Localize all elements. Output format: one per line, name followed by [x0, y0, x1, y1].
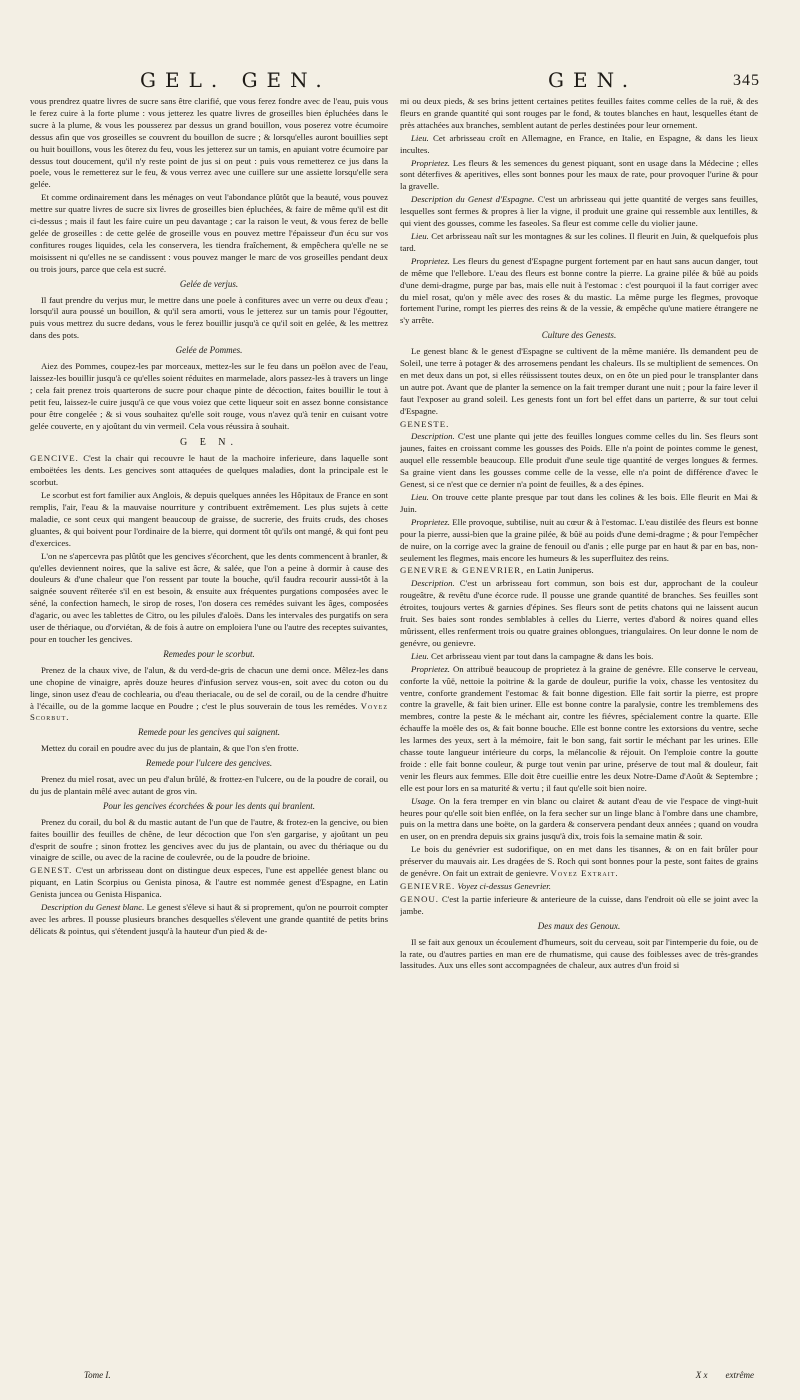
paragraph: Prenez du corail, du bol & du mastic autant de l'un que de l'autre, & frotez-en la gencive, ou bien faites bouillir des feuilles de chêne, de leur décoction que l'on s'en gargarise, y ajoûtant un peu d'esprit de soufre ; sinon frottez les gencives avec du jus de plantain, ou avec du thériaque ou du vinaigre de scille, ou avec de la racine de coulevrée, ou de la poudre de brioine.: [30, 816, 388, 863]
entry-text: Les fleurs du genest d'Espagne purgent fortement par en haut sans aucun danger, tout de même que l'ellebore. L'eau des fleurs est bonne contre la pierre. La graine pilée & bûë au poids d'une demi-dragme, purge par bas, mais elle nuit à l'estomac : c'est pourquoi il la faut corriger avec du miel rosat, qu'on y mêle avec des roses & du mastic. La même purge les flegmes, provoque fortement l'urine, rompt les pierres des reins & de la vessie, & empêche qu'une matiere étrangere ne s'y arrête.: [400, 255, 758, 326]
footer-volume: Tome I.: [84, 1370, 111, 1380]
signature-mark: X x: [695, 1370, 708, 1380]
headword: GENCIVE.: [30, 453, 79, 464]
paragraph: [400, 796, 758, 844]
paragraph: Il se fait aux genoux un écoulement d'humeurs, soit du cerveau, soit par l'intemperie du foie, ou de la rate, ou d'autres parties en man ere de rhumatisme, qui cause des foiblesses avec de très-grandes lassitudes. Aux uns elles sont accompagnées de chaleur, aux autres d'un froid si: [400, 936, 758, 971]
entry-text: On attribuë beaucoup de proprietez à la graine de genévre. Elle conserve le cerveau, conforte la vûë, nettoie la poitrine & la garde de douleur, purifie la voix, chasse les ventositez du ventre, conforte grandement l'estomac & fait bonne digestion. Elle fait sortir la pierre, est propre contre la gravelle, & fait bien uriner. Elle est bonne contre la paralysie, contre les tremblemens des membres, contre la peste & le méchant air, contre les fiévres, spécialement contre la quarte. Elle échauffe la moële des os, & fait bonne bouche. Elle est bonne contre les extorsions du ventre, seche les larmes des yeux, sert à la mémoire, fait le bon sang, fait sortir le méchant par les urines. Elle chasse toute langueur intérieure du corps, la mélancolie & réjouit. On l'emploie contre la goutte froide : elle fait bonne couleur, & purge tout venin par urine, préserve de tout mal & douleur, fait venir les fleurs aux femmes. Elle doit être cueillie entre les deux Notre-Dame d'Août & Septembre ; elle est pour lors en sa maturité & vertu ; il faut qu'elle soit bien noire.: [400, 663, 758, 793]
entry-text: Les fleurs & les semences du genest piquant, sont en usage dans la Médecine ; elles sont déterfives & aperitives, elles sont bonnes pour les maux de rate, pour provoquer l'urine & pour la gravelle.: [400, 157, 758, 192]
entry-text: Cet arbrisseau croît en Allemagne, en France, en Italie, en Espagne, & dans les lieux incultes.: [400, 132, 758, 155]
paragraph: Le scorbut est fort familier aux Anglois, & depuis quelques années les Hôpitaux de France en sont remplis, l'air, l'eau & la mauvaise nourriture y contribuent extrêmement. Les plus sujets à cette maladie, ce sont ceux qui mangent beaucoup de graisse, de sucrerie, des fruits cruds, des choses gluantes, & qui boivent pour l'ordinaire de la bierre, qui dorment tôt qu'ils ont mangé, & qui font peu d'exercices.: [30, 490, 388, 548]
entry-gencive: [30, 453, 388, 489]
entry-geneste: [400, 419, 758, 431]
paragraph: [400, 517, 758, 565]
section-heading: G E N.: [179, 437, 239, 449]
entry-text: C'est une plante qui jette des feuilles longues comme celles du lin. Ses fleurs sont jaunes, faites en croissant comme les gousses des Poids. Elle n'a point de pointes comme le genest, auquel elle ressemble beaucoup. Elle produit d'une seule tige quantité de verges longues & fermes. Sa graine vient dans les gousses comme celle de la vesse, elle n'a point de différence d'avec le Genest, si ce n'est que ce dernier n'a point de feuilles, & a des épines.: [400, 431, 758, 490]
entry-text: C'est un arbrisseau dont on distingue deux especes, l'une est appellée genest blanc ou piquant, en Latin Scorpius ou Genista pinosa, & l'autre est nommée genest d'Espagne, en Latin Genista juncea ou Genista Hispanica.: [30, 865, 388, 900]
label: Proprietez.: [411, 255, 451, 266]
paragraph: mi ou deux pieds, & ses brins jettent certaines petites feuilles faites comme celles de la ruë, & des fleurs en grande quantité qui sont rouges par le fond, & toutes blanches en haut, lesquelles étant de près attachées aux branches, semblent autant de perles destinées pour leur ornement.: [400, 96, 758, 130]
entry-text: Cet arbrisseau naît sur les montagnes & sur les colines. Il fleurit en Juin, & quelquefois plus tard.: [400, 230, 758, 253]
label: Lieu.: [411, 492, 429, 502]
paragraph: [400, 844, 758, 880]
headword: GENEST.: [30, 865, 73, 876]
label: Lieu.: [411, 650, 429, 661]
paragraph: [400, 578, 758, 649]
paragraph: [400, 431, 758, 491]
entry-text: Elle provoque, subtilise, nuit au cœur & à l'estomac. L'eau distilée des fleurs est bonne pour la pierre, aussi-bien que la graine pilée, & bûë au poids d'une demi-dragme ; & pour l'empêcher de nuire, on la corrige avec la graine de fenouil ou d'anis ; elle purge par en haut & par en bas, non-seulement les flegmes, mais encore les humeurs & les superfluitez des reins.: [400, 516, 758, 563]
entry-text: Le genest s'éleve si haut & si proprement, qu'on ne pourroit compter avec les arbres. Il pousse plusieurs branches desquelles s'élevent une grande quantité de petits brins délicats & pointus, qui s'étendent jusqu'à la hauteur d'un pied & de-: [30, 902, 388, 936]
headword: GENEVRE & GENEVRIER,: [400, 565, 525, 576]
paragraph: [400, 158, 758, 194]
paragraph: [400, 133, 758, 157]
paragraph: Mettez du corail en poudre avec du jus de plantain, & que l'on s'en frotte.: [41, 743, 299, 754]
subheading: Remedes pour le scorbut.: [163, 648, 255, 659]
entry-text: On trouve cette plante presque par tout dans les colines & les bois. Elle fleurit en Mai & Juin.: [400, 492, 758, 514]
paragraph: Aiez des Pommes, coupez-les par morceaux, mettez-les sur le feu dans un poëlon avec de l'eau, laissez-les bouillir jusqu'à ce qu'elles soient réduites en marmelade, alors passez-les à travers un linge ; cela fait prenez trois quarterons de sucre pour chaque pinte de décoction, faites bouillir le tout à petit feu, laissez-le cuire jusqu'à ce que vous voiez que cette liqueur soit en assez bonne consistance pour être congelée ; & si vous souhaitez qu'elle soit rouge, vous n'avez qu'à tenir en cuisant votre gelée couverte, en y ajoûtant du vin vermeil. Cela vous réussira à souhait.: [30, 361, 388, 431]
paragraph: [30, 665, 388, 725]
running-head-right: GEN.: [548, 68, 638, 92]
footer-catchword: [696, 1370, 754, 1380]
label: Proprietez.: [411, 663, 451, 674]
paragraph: Et comme ordinairement dans les ménages on veut l'abondance plûtôt que la beauté, vous pouvez mettre sur quatre livres de sucre six livres de groseilles bien épluchées, & faire de même qu'il est dit ci-dessus ; mais il faut les faire cuire un peu davantage ; car la raison le veut, & vous ferez de belle gelée de groseilles : de cette gelée de groseille vous en pouvez mettre l'épaisseur d'un écu sur vos confitures rouges liquides, cela les conservera, les tiendra fraîchement, & empêchera qu'elle ne se moisissent ni qu'elles ne se candissent : vous pouvez manger le marc de vos groseilles pendant deux ou trois jours, parce que cela est sucré.: [30, 192, 388, 274]
entry-text: C'est la partie inferieure & anterieure de la cuisse, dans l'endroit où elle se joint avec la jambe.: [400, 893, 758, 916]
entry-genou: [400, 894, 758, 918]
paragraph: vous prendrez quatre livres de sucre sans être clarifié, que vous ferez fondre avec de l'eau, puis vous le ferez cuire à la forte plume : vous jetterez les quatre livres de groseilles bien épluchées dans le sucre à la plume, & vous les pousserez par dessus un grand bouillon, vous poserez votre écumoire dessus afin que vos groseilles se couvrent du bouillon de sucre ; & lorsqu'elles auront bouillies sept ou huit bouillons, vous les ôterez du feu, vous les jetterez sur un tamis, en apuiant votre écumoire par dessus tout doucement, qu'il n'y reste point de jus si on peut : puis vous remetterez ce jus dans la poele, vous le remetterez sur le feu, & vous verrez avec une cuillere sur une assiette lorsqu'elle sera gelée.: [30, 96, 388, 190]
label: Description du Genest blanc.: [41, 902, 145, 913]
label: Proprietez.: [411, 516, 451, 527]
subheading: Gelée de verjus.: [179, 278, 239, 289]
paragraph: [400, 651, 758, 663]
paragraph: [400, 492, 758, 516]
paragraph: Le genest blanc & le genest d'Espagne se cultivent de la même maniére. Ils demandent peu de Soleil, une terre à potager & des arrosemens pendant les chaleurs. Ils se multiplient de semences. On en met deux dans un pot, si elles réüssissent toutes deux, on en ôte un pied pour le transplanter dans un autre pot. Avant que de planter la semence on la fait tremper durant une nuit ; pour la faire lever il faut l'exposer au grand soleil. Les genests font un fort bel effet dans un parterre, & sur tout celui d'Espagne.: [400, 346, 758, 416]
label: Lieu.: [411, 230, 429, 241]
entry-text: Le bois du genévrier est sudorifique, on en met dans les tisannes, & on en fait brûler pour préserver du mauvais air. Les dragées de S. Roch qui sont bonnes pour la peste, sont faites de grains de genévre. On fait un extrait de genievre.: [400, 844, 758, 879]
entry-text: C'est la chair qui recouvre le haut de la machoire inferieure, dans laquelle sont emboëtées les dents. Les gencives sont attaquées de quelques maladies, dont la principale est le scorbut.: [30, 453, 388, 488]
label: Description.: [411, 431, 455, 442]
catchword: extrême: [725, 1370, 754, 1380]
right-column: [400, 96, 758, 1386]
entry-text: Cet arbrisseau vient par tout dans la campagne & dans les bois.: [431, 650, 654, 661]
running-head-left: GEL. GEN.: [140, 68, 331, 92]
subheading: Remede pour les gencives qui saignent.: [138, 727, 280, 738]
subheading: Remede pour l'ulcere des gencives.: [145, 758, 273, 769]
subheading: Gelée de Pommes.: [175, 345, 243, 356]
cross-reference: Voyez ci-dessus Genevrier.: [457, 881, 551, 891]
entry-text: On la fera tremper en vin blanc ou clairet & autant d'eau de vie l'espace de vingt-huit heures pour qu'elle soit bien enflée, on la fera secher sur un linge blanc à l'ombre dans une chambre, puis on la mettra dans une boëte, on la gardera & conservera pendant deux années ; quand on voudra en user, on en prendra depuis six grains jusqu'à dix, trois fois la semaine matin & soir.: [400, 795, 758, 842]
headword: GENOU.: [400, 893, 439, 904]
label: Usage.: [411, 795, 436, 806]
subheading: Pour les gencives écorchées & pour les dents qui branlent.: [102, 800, 316, 811]
entry-text: Prenez de la chaux vive, de l'alun, & du verd-de-gris de chacun une demi once. Mêlez-les dans une chopine de vinaigre, après douze heures d'infusion servez vous-en, soit avec du coton ou du linge, sinon usez d'eau de cochlearia, ou d'eau theriacale, ou de sel de corail, ou de la cendre d'huitre à l'écaille, ou de la gomme lacque en Poudre ; c'est le plus souverain de tous les remédes.: [30, 664, 388, 711]
paragraph: [30, 902, 388, 938]
paragraph: Il faut prendre du verjus mur, le mettre dans une poele à confitures avec un verre ou deux d'eau ; lorsqu'il aura poussé un bouillon, & qu'il sera amorti, vous le jetterez sur un tamis pour l'égoutter, puis vous mettrez du sucre dedans, vous le ferez bouillir jusqu'à ce qu'il soit en gelée, & les mettrez dans des pots.: [30, 294, 388, 341]
paragraph: Prenez du miel rosat, avec un peu d'alun brûlé, & frottez-en l'ulcere, ou de la poudre de corail, ou du jus de plantain mêlé avec autant de gros vin.: [30, 774, 388, 796]
entry-text: en Latin Juniperus.: [526, 565, 594, 576]
paragraph: [400, 231, 758, 255]
headword: GENIEVRE.: [400, 881, 456, 891]
cross-reference: Voyez Scorbut.: [30, 700, 388, 723]
paragraph: [400, 664, 758, 795]
paragraph: [400, 256, 758, 327]
paragraph: [400, 194, 758, 230]
left-column: [30, 96, 388, 1386]
headword: GENESTE.: [400, 418, 450, 429]
entry-genevre: [400, 565, 758, 577]
label: Proprietez.: [411, 157, 451, 168]
entry-genievre: [400, 881, 758, 893]
page-number: 345: [733, 72, 760, 89]
label: Lieu.: [411, 132, 429, 143]
entry-text: C'est un arbrisseau qui jette quantité de verges sans feuilles, lesquelles sont fermes & propres à lier la vigne, il produit une graine qui ressemble aux lentilles, & qui vient des gousses, comme les faseoles. Sa fleur est comme celle du violier jaune.: [400, 194, 758, 229]
label: Description.: [411, 578, 455, 589]
label: Description du Genest d'Espagne.: [411, 194, 535, 205]
entry-text: C'est un arbrisseau fort commun, son bois est dur, approchant de la couleur rougeâtre, & revêtu d'une écorce rude. Il pousse une grande quantité de branches. Ses feuilles sont étroites, toujours vertes & garnies d'épines. Ses fleurs sont de petits chatons qui ne laissent aucun fruit. Ses baies sont rondes semblables à celles du Lierre, vertes d'abord & noires quand elles mûrissent, elles renferment trois ou quatre graines oblongues, triangulaires. On leur donne le nom de genévre, ou genievre.: [400, 578, 758, 648]
entry-genest: [30, 865, 388, 901]
subheading: Culture des Genests.: [541, 330, 617, 341]
paragraph: L'on ne s'apercevra pas plûtôt que les gencives s'écorchent, que les dents commencent à branler, & qu'elles deviennent noires, que la salive est âcre, & salée, que l'on a peine à dormir à cause des douleurs & d'une chaleur que l'on ressent par toute la bouche, qu'il faudra recourir aussi-tôt à la saignée souvent réïterée s'il en est besoin, & ensuite aux fréquentes purgations composées avec le séné, la confection hamech, le sirop de roses, l'on dosera ces remédes suivant les âges, composées d'agaric, ou avec les tablettes de Citro, ou les pilules d'aloës. Dans les intervales des purgatifs on sera user de thériaque, ou d'orviétan, & de fois à autre on emploiera l'une ou l'autre des receptes suivantes, pour en toucher les gencives.: [30, 550, 388, 644]
subheading: Des maux des Genoux.: [537, 920, 621, 931]
cross-reference: Voyez Extrait.: [550, 868, 619, 879]
